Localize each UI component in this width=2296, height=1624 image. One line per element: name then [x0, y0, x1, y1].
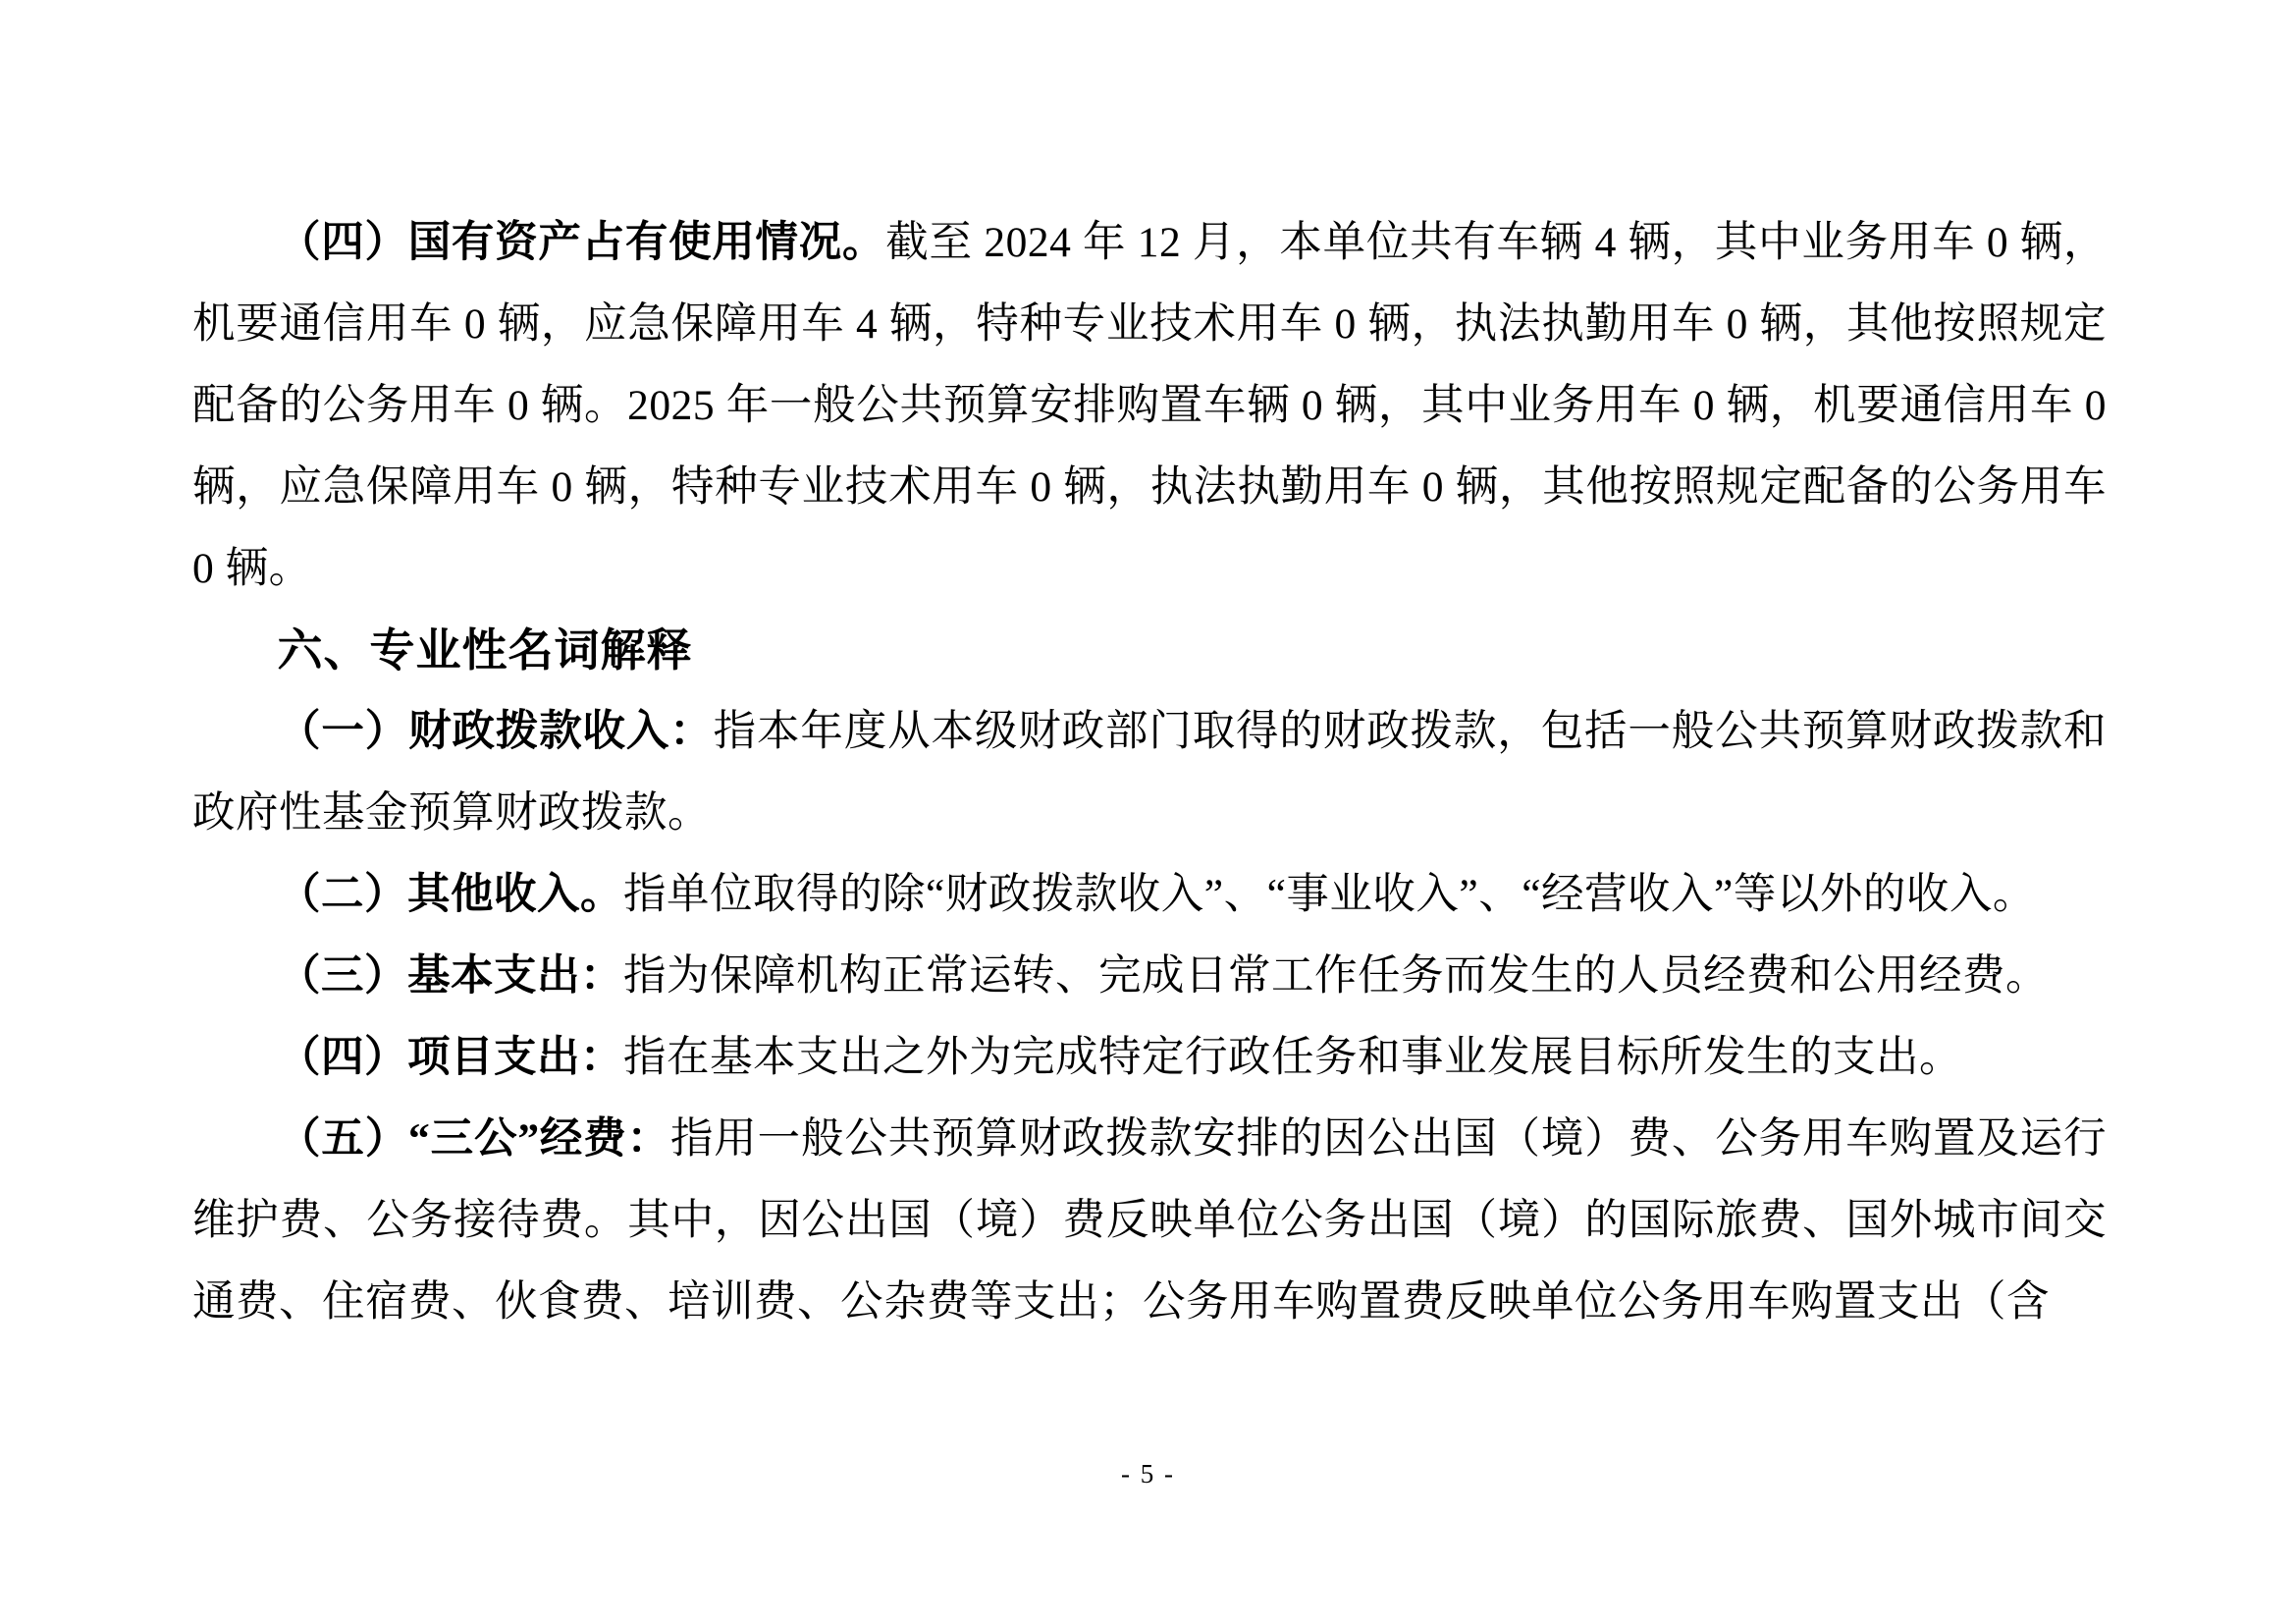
term-text: 指本年度从本级财政部门取得的财政拨款，包括一般公共预算财政拨款和政府性基金预算财政拨款。	[192, 708, 2108, 837]
term-lead: （四）项目支出：	[278, 1034, 623, 1081]
term-fiscal-appropriation-income	[192, 691, 2107, 854]
section-heading-terms-explanation: 六、专业性名词解释	[277, 624, 693, 676]
term-text: 指用一般公共预算财政拨款安排的因公出国（境）费、公务用车购置及运行维护费、公务接待费。其中，因公出国（境）费反映单位公务出国（境）的国际旅费、国外城市间交通费、住宿费、伙食费、培训费、公杂费等支出；公务用车购置费反映单位公务用车购置支出（含	[192, 1115, 2107, 1326]
term-text: 指单位取得的除“财政拨款收入”、“事业收入”、“经营收入”等以外的收入。	[623, 871, 2036, 918]
term-basic-expenditure	[192, 936, 2107, 1017]
page-number: - 5 -	[1121, 1459, 1175, 1489]
paragraph-state-assets-lead: （四）国有资产占有使用情况。	[278, 219, 886, 266]
term-lead: （五）“三公”经费：	[278, 1115, 670, 1163]
term-lead: （一）财政拨款收入：	[278, 708, 714, 755]
term-text: 指在基本支出之外为完成特定行政任务和事业发展目标所发生的支出。	[623, 1034, 1962, 1081]
term-lead: （二）其他收入。	[278, 871, 623, 918]
paragraph-state-assets-text: 截至 2024 年 12 月，本单位共有车辆 4 辆，其中业务用车 0 辆，机要通信用车 0 辆，应急保障用车 4 辆，特种专业技术用车 0 辆，执法执勤用车 0 辆，其他按照规定配备的公务用车 0 辆。2025 年一般公共预算安排购置车辆 0 辆，其中业务用车 0 辆，机要通信用车 0 辆，应急保障用车 0 辆，特种专业技术用车 0 辆，执法执勤用车 0 辆，其他按照规定配备的公务用车 0 辆。	[192, 219, 2108, 592]
term-lead: （三）基本支出：	[278, 952, 623, 1000]
term-text: 指为保障机构正常运转、完成日常工作任务而发生的人员经费和公用经费。	[623, 952, 2049, 1000]
paragraph-state-assets-usage	[192, 202, 2107, 610]
term-project-expenditure	[192, 1017, 2107, 1099]
term-three-public-funds	[192, 1099, 2107, 1343]
document-content	[192, 202, 2107, 1343]
term-other-income	[192, 854, 2107, 936]
